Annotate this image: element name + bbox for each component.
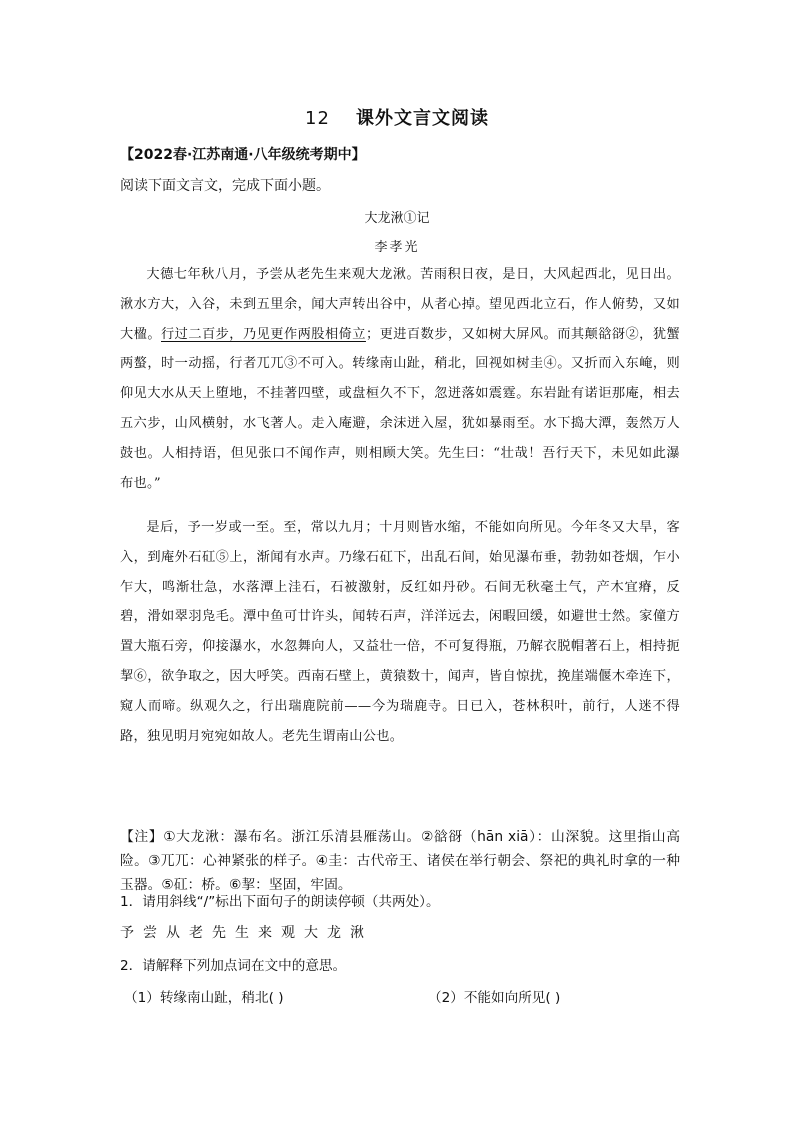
instruction-text: 阅读下面文言文，完成下面小题。: [120, 178, 330, 194]
underlined-sentence: 行过二百步，乃见更作两股相倚立: [161, 326, 366, 342]
page-title: [0, 104, 794, 130]
passage-paragraph-2: [120, 513, 680, 751]
paragraph-2-text: 是后，予一岁或一至。至，常以九月；十月则皆水缩，不能如向所见。今年冬又大旱，客入，到庵外石矼⑤上，渐闻有水声。乃缘石矼下，出乱石间，始见瀑布垂，勃勃如苍烟，乍小乍大，鸣渐壮急，水落潭上洼石，石被激射，反红如丹砂。石间无秋毫土气，产木宜瘠，反碧，滑如翠羽凫毛。潭中鱼可廿许头，闻转石声，洋洋远去，闲暇回缓，如避世士然。家僮方置大瓶石旁，仰接瀑水，水忽舞向人，又益壮一倍，不可复得瓶，乃解衣脱帽著石上，相持扼挈⑥，欲争取之，因大呼笑。西南石壁上，黄猿数十，闻声，皆自惊扰，挽崖端偃木牵连下，窥人而啼。纵观久之，行出瑞鹿院前——今为瑞鹿寺。日已入，苍林积叶，前行，人迷不得路，独见明月宛宛如故人。老先生谓南山公也。: [120, 520, 680, 744]
exam-source: 【2022春·江苏南通·八年级统考期中】: [120, 147, 366, 163]
paragraph-1-text-after: ；更进百数步，又如树大屏风。而其颠谽谺②，犹蟹两螯，时一动摇，行者兀兀③不可入。转缘南山趾，稍北，回视如树圭④。又折而入东崦，则仰见大水从天上堕地，不挂著四壁，或盘桓久不下，忽迸落如震霆。东岩趾有诺讵那庵，相去五六步，山风横射，水飞著人。走入庵避，余沫迸入屋，犹如暴雨至。水下捣大潭，轰然万人鼓也。人相持语，但见张口不闻作声，则相顾大笑。先生曰：“壮哉！吾行天下，未见如此瀑布也。”: [120, 326, 680, 491]
question-1: 1．请用斜线“/”标出下面句子的朗读停顿（共两处）。: [120, 894, 440, 910]
question-2: 2．请解释下列加点词在文中的意思。: [120, 958, 347, 974]
question-2-item-2: （2）不能如向所见( ): [428, 990, 561, 1006]
chapter-title: 课外文言文阅读: [355, 108, 489, 129]
passage-title: 大龙湫①记: [364, 211, 430, 226]
passage-paragraph-1: [120, 260, 680, 498]
chapter-number: 12: [305, 108, 330, 129]
paragraph-1-text-before: 大德七年秋八月，予尝从老先生来观大龙湫。苦雨积日夜，是日，大风起西北，见日出。湫水方大，入谷，未到五里余，闻大声转出谷中，从者心掉。望见西北立石，作人俯势，又如大楹。: [120, 267, 680, 342]
annotation-notes: 【注】①大龙湫：瀑布名。浙江乐清县雁荡山。②谽谺（hān xiā）：山深貌。这里指山高险。③兀兀：心神紧张的样子。④圭：古代帝王、诸侯在举行朝会、祭祀的典礼时拿的一种玉器。⑤矼：桥。⑥挈：坚固，牢固。: [120, 829, 680, 893]
question-1-sentence: 予尝从老先生来观大龙湫: [120, 925, 373, 941]
question-2-item-1: （1）转缘南山趾，稍北( ): [124, 990, 284, 1006]
passage-author: 李孝光: [374, 240, 420, 255]
